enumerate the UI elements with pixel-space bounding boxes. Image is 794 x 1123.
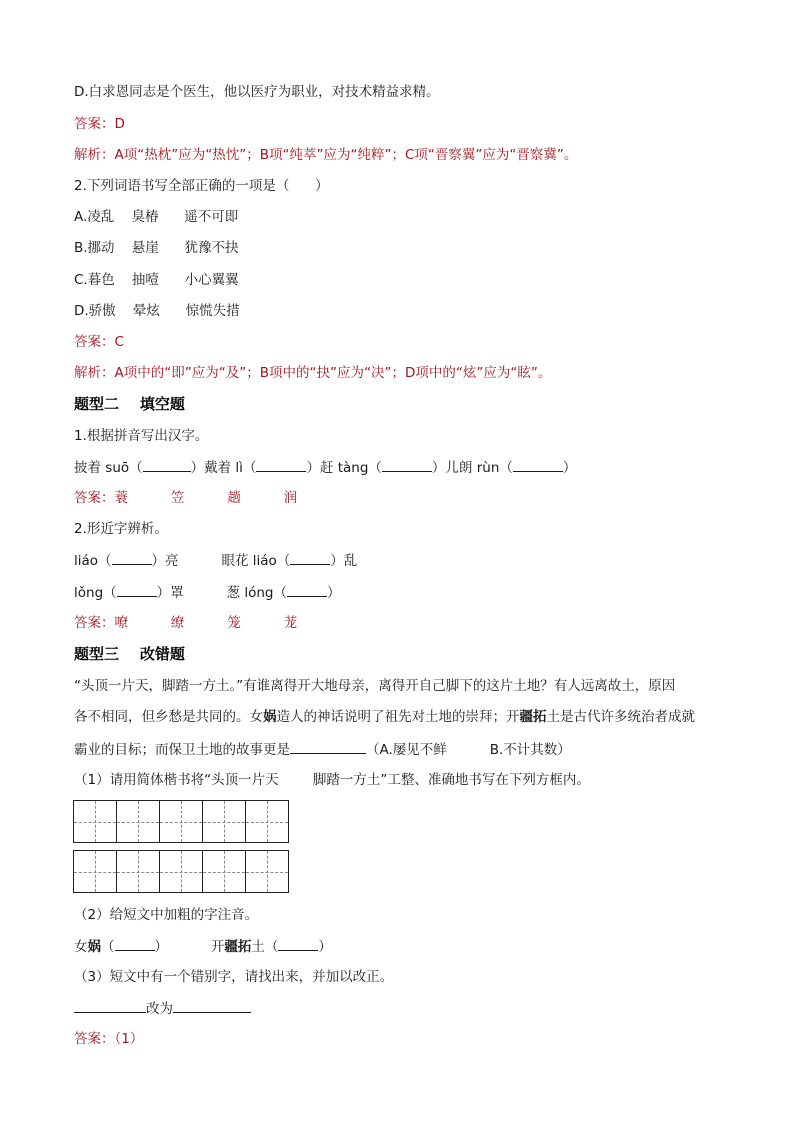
fill-blank[interactable]: [290, 739, 366, 754]
grid-cell[interactable]: [159, 851, 202, 892]
writing-grid-row1[interactable]: [73, 800, 289, 843]
grid-cell[interactable]: [116, 801, 159, 842]
bold-char: 拓: [533, 709, 547, 725]
grid-cell[interactable]: [245, 851, 288, 892]
sub2: （2）给短文中加粗的字注音。: [74, 907, 259, 923]
final-answer: 答案：（1）: [74, 1031, 144, 1047]
q1-option-d: D.白求恩同志是个医生，他以医疗为职业，对技术精益求精。: [74, 84, 440, 100]
fill-blank[interactable]: [74, 998, 146, 1013]
grid-cell[interactable]: [202, 801, 245, 842]
fill-blank[interactable]: [115, 936, 155, 951]
fill-blank[interactable]: [382, 457, 432, 472]
passage-line3: 霸业的目标；而保卫土地的故事更是 （A.屡见不鲜 B.不计其数）: [74, 739, 571, 760]
fill2-answer: 答案：嘹 缭 笼 茏: [74, 615, 298, 631]
grid-cell[interactable]: [202, 851, 245, 892]
q1-analysis: 解析：A项“热枕”应为“热忱”；B项“纯萃”应为“纯粹”；C项“晋察翼”应为“晋察冀”。: [74, 147, 578, 163]
q1-answer: 答案：D: [74, 116, 125, 132]
sub3-fill: 改为: [74, 998, 251, 1019]
q2-option-b: B.挪动 悬崖 犹豫不抉: [74, 240, 239, 256]
q2-answer: 答案：C: [74, 334, 124, 350]
fill-blank[interactable]: [278, 936, 318, 951]
sub2-fill: 女娲（ ） 开疆拓土（ ）: [74, 936, 332, 957]
section3-title: 题型三 改错题: [74, 645, 185, 663]
grid-cell[interactable]: [159, 801, 202, 842]
fill-blank[interactable]: [287, 582, 327, 597]
fill-blank[interactable]: [112, 550, 152, 565]
grid-cell[interactable]: [74, 851, 116, 892]
fill-blank[interactable]: [143, 457, 191, 472]
section2-title: 题型二 填空题: [74, 395, 185, 413]
bold-char: 娲: [263, 709, 277, 725]
q2-option-a: A.凌乱 臭椿 遥不可即: [74, 209, 239, 225]
q2-analysis: 解析：A项中的“即”应为“及”；B项中的“抉”应为“决”；D项中的“炫”应为“眩”。: [74, 365, 552, 381]
fill-blank[interactable]: [256, 457, 306, 472]
bold-char: 疆: [519, 709, 533, 725]
grid-cell[interactable]: [74, 801, 116, 842]
fill-blank[interactable]: [173, 998, 251, 1013]
fill1-answer: 答案：蓑 笠 趟 润: [74, 490, 298, 506]
sub3: （3）短文中有一个错别字，请找出来，并加以改正。: [74, 969, 394, 985]
writing-grid-row2[interactable]: [73, 850, 289, 893]
fill1-stem: 1.根据拼音写出汉字。: [74, 428, 209, 444]
grid-cell[interactable]: [245, 801, 288, 842]
fill2-row1: liáo（ ）亮 眼花 liáo（ ）乱: [74, 550, 357, 571]
q2-stem: 2.下列词语书写全部正确的一项是（ ）: [74, 178, 329, 194]
fill-blank[interactable]: [290, 550, 330, 565]
grid-cell[interactable]: [116, 851, 159, 892]
sub1: （1）请用简体楷书将“头顶一片天 脚踏一方土”工整、准确地书写在下列方框内。: [74, 772, 590, 788]
fill2-row2: lǒng（ ）罩 葱 lóng（ ）: [74, 582, 340, 603]
passage-line1: “头顶一片天，脚踏一方土。”有谁离得开大地母亲，离得开自己脚下的这片土地？有人远离故土，原因: [74, 678, 676, 694]
q2-option-c: C.暮色 抽噎 小心翼翼: [74, 272, 239, 288]
q2-option-d: D.骄傲 晕炫 惊慌失措: [74, 303, 240, 319]
fill-blank[interactable]: [117, 582, 157, 597]
fill1-items: 披着 suō（ ）戴着 lì（ ）赶 tàng（ ）儿朗 rùn（ ）: [74, 457, 576, 478]
passage-line2: 各不相同，但乡愁是共同的。女娲造人的神话说明了祖先对土地的崇拜；开疆拓土是古代许多统治者成就: [74, 709, 695, 725]
fill2-stem: 2.形近字辨析。: [74, 521, 168, 537]
fill-blank[interactable]: [513, 457, 563, 472]
